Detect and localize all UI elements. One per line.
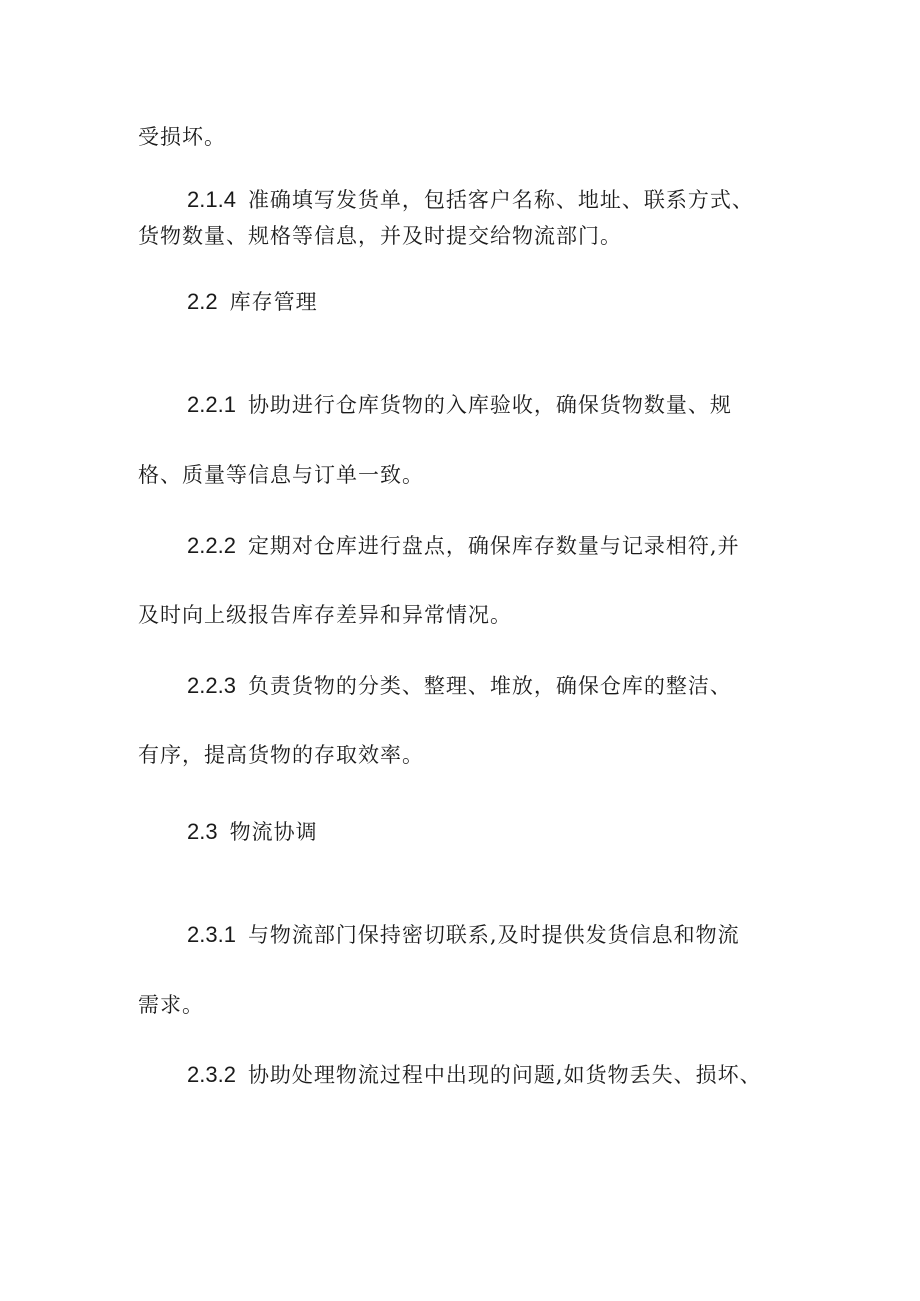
item-number: 2.1.4 <box>187 187 236 212</box>
item-2-1-4-line-1 <box>187 186 754 214</box>
item-2-2-3-line-2: 有序，提高货物的存取效率。 <box>138 743 424 767</box>
item-text: 协助进行仓库货物的入库验收，确保货物数量、规 <box>247 393 732 417</box>
section-title: 库存管理 <box>229 290 318 314</box>
item-text: 协助处理物流过程中出现的问题,如货物丢失、损坏、 <box>247 1063 762 1087</box>
item-text: 定期对仓库进行盘点，确保库存数量与记录相符,并 <box>247 534 740 558</box>
item-text: 负责货物的分类、整理、堆放，确保仓库的整洁、 <box>247 674 732 698</box>
item-2-2-3-line-1 <box>187 672 732 700</box>
item-2-2-2-line-1 <box>187 532 740 560</box>
section-title: 物流协调 <box>229 820 318 844</box>
item-text: 与物流部门保持密切联系,及时提供发货信息和物流 <box>247 923 740 947</box>
continuation-line: 受损坏。 <box>138 125 226 149</box>
item-2-1-4-line-2: 货物数量、规格等信息，并及时提交给物流部门。 <box>138 224 622 248</box>
item-number: 2.3.2 <box>187 1062 236 1087</box>
item-2-2-1-line-1 <box>187 391 732 419</box>
section-number: 2.2 <box>187 289 218 314</box>
item-number: 2.2.3 <box>187 673 236 698</box>
item-2-2-2-line-2: 及时向上级报告库存差异和异常情况。 <box>138 603 512 627</box>
item-number: 2.3.1 <box>187 922 236 947</box>
item-2-3-1-line-1 <box>187 921 740 949</box>
section-2-2-heading <box>187 288 318 316</box>
item-2-3-1-line-2: 需求。 <box>138 993 204 1017</box>
item-text: 准确填写发货单，包括客户名称、地址、联系方式、 <box>247 188 754 212</box>
item-number: 2.2.1 <box>187 392 236 417</box>
item-2-2-1-line-2: 格、质量等信息与订单一致。 <box>138 463 424 487</box>
item-number: 2.2.2 <box>187 533 236 558</box>
section-number: 2.3 <box>187 819 218 844</box>
section-2-3-heading <box>187 818 318 846</box>
item-2-3-2-line-1 <box>187 1061 762 1089</box>
